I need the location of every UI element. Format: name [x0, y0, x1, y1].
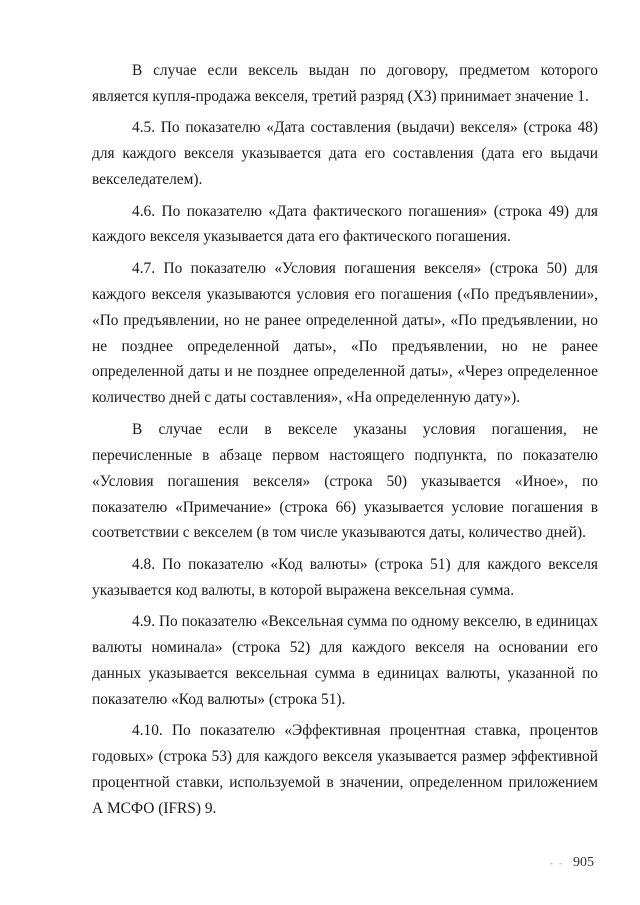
paragraph-purchase-of-bill: В случае если вексель выдан по договору, предметом которого является купля-продажа векселя, третий разряд (X3) принимает значение 1. [92, 62, 598, 105]
page-number: 905 [573, 855, 594, 870]
paragraph-4-9: 4.9. По показателю «Вексельная сумма по одному векселю, в единицах валюты номинала» (строка 52) для каждого векселя на основании его данных указывается вексельная сумма в единицах валюты, указанной по показателю «Код валюты» (строка 51). [92, 613, 598, 708]
margin-marks: - - [549, 858, 564, 868]
paragraph-4-10: 4.10. По показателю «Эффективная процентная ставка, процентов годовых» (строка 53) для каждого векселя указывается размер эффективной процентной ставки, используемой в значении, определенном приложением А МСФО (IFRS) 9. [92, 722, 598, 817]
paragraph-4-7-other-conditions: В случае если в векселе указаны условия погашения, не перечисленные в абзаце первом настоящего подпункта, по показателю «Условия погашения векселя» (строка 50) указывается «Иное», по показателю «Примечание» (строка 66) указывается условие погашения в соответствии с векселем (в том числе указываются даты, количество дней). [92, 420, 598, 542]
document-body [92, 58, 598, 827]
paragraph-4-8: 4.8. По показателю «Код валюты» (строка 51) для каждого векселя указывается код валюты, в которой выражена вексельная сумма. [92, 555, 598, 599]
paragraph-4-6: 4.6. По показателю «Дата фактического погашения» (строка 49) для каждого векселя указывается дата его фактического погашения. [92, 202, 598, 246]
paragraph-4-5: 4.5. По показателю «Дата составления (выдачи) векселя» (строка 48) для каждого векселя указывается дата его составления (дата его выдачи векселедателем). [92, 119, 598, 189]
paragraph-4-7: 4.7. По показателю «Условия погашения векселя» (строка 50) для каждого векселя указываются условия его погашения («По предъявлении», «По предъявлении, но не ранее определенной даты», «По предъявлении, но не позднее определенной даты», «По предъявлении, но не ранее определенной даты и не позднее определенной даты», «Через определенное количество дней с даты составления», «На определенную дату»). [92, 259, 598, 407]
